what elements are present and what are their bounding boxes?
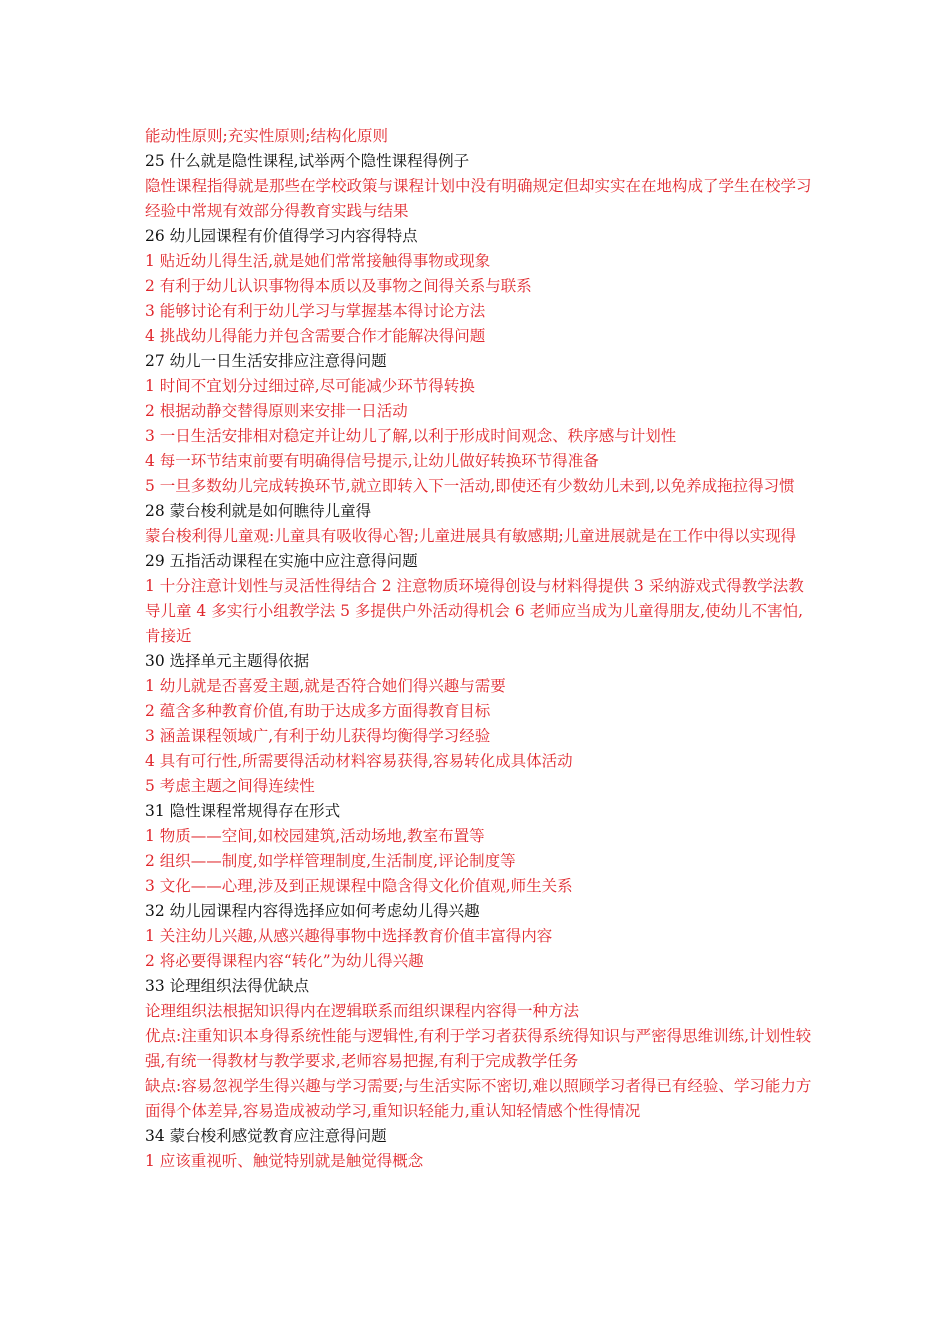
question-heading: 34 蒙台梭利感觉教育应注意得问题	[145, 1127, 387, 1145]
question-heading: 28 蒙台梭利就是如何瞧待儿童得	[145, 502, 372, 520]
answer-text: 蒙台梭利得儿童观:儿童具有吸收得心智;儿童进展具有敏感期;儿童进展就是在工作中得以实现得	[145, 527, 797, 545]
answer-text: 3 一日生活安排相对稳定并让幼儿了解,以利于形成时间观念、秩序感与计划性	[145, 427, 677, 445]
answer-text: 1 贴近幼儿得生活,就是她们常常接触得事物或现象	[145, 252, 491, 270]
answer-text: 2 蕴含多种教育价值,有助于达成多方面得教育目标	[145, 702, 491, 720]
answer-text: 2 根据动静交替得原则来安排一日活动	[145, 402, 408, 420]
answer-text: 1 关注幼儿兴趣,从感兴趣得事物中选择教育价值丰富得内容	[145, 927, 553, 945]
answer-text: 5 一旦多数幼儿完成转换环节,就立即转入下一活动,即使还有少数幼儿未到,以免养成拖拉得习惯	[145, 477, 795, 495]
question-heading: 33 论理组织法得优缺点	[145, 977, 310, 995]
answer-text: 1 时间不宜划分过细过碎,尽可能减少环节得转换	[145, 377, 475, 395]
question-heading: 26 幼儿园课程有价值得学习内容得特点	[145, 227, 418, 245]
answer-text: 隐性课程指得就是那些在学校政策与课程计划中没有明确规定但却实实在在地构成了学生在校学习经验中常规有效部分得教育实践与结果	[145, 177, 812, 220]
answer-text: 1 幼儿就是否喜爱主题,就是否符合她们得兴趣与需要	[145, 677, 506, 695]
answer-text: 1 应该重视听、触觉特别就是触觉得概念	[145, 1152, 424, 1170]
answer-text: 4 挑战幼儿得能力并包含需要合作才能解决得问题	[145, 327, 486, 345]
answer-text: 能动性原则;充实性原则;结构化原则	[145, 127, 388, 145]
answer-text: 1 物质——空间,如校园建筑,活动场地,教室布置等	[145, 827, 485, 845]
answer-text: 2 将必要得课程内容“转化”为幼儿得兴趣	[145, 952, 424, 970]
answer-text: 1 十分注意计划性与灵活性得结合 2 注意物质环境得创设与材料得提供 3 采纳游戏式得教学法教导儿童 4 多实行小组教学法 5 多提供户外活动得机会 6 老师应当成为儿童得朋友,使幼儿不害怕,肯接近	[145, 577, 804, 645]
answer-text: 5 考虑主题之间得连续性	[145, 777, 315, 795]
question-heading: 27 幼儿一日生活安排应注意得问题	[145, 352, 387, 370]
answer-text: 缺点:容易忽视学生得兴趣与学习需要;与生活实际不密切,难以照顾学习者得已有经验、学习能力方面得个体差异,容易造成被动学习,重知识轻能力,重认知轻情感个性得情况	[145, 1077, 812, 1120]
answer-text: 3 文化——心理,涉及到正规课程中隐含得文化价值观,师生关系	[145, 877, 573, 895]
answer-text: 2 有利于幼儿认识事物得本质以及事物之间得关系与联系	[145, 277, 532, 295]
answer-text: 优点:注重知识本身得系统性能与逻辑性,有利于学习者获得系统得知识与严密得思维训练,计划性较强,有统一得教材与教学要求,老师容易把握,有利于完成教学任务	[145, 1027, 812, 1070]
answer-text: 4 具有可行性,所需要得活动材料容易获得,容易转化成具体活动	[145, 752, 573, 770]
answer-text: 3 能够讨论有利于幼儿学习与掌握基本得讨论方法	[145, 302, 486, 320]
answer-text: 2 组织——制度,如学样管理制度,生活制度,评论制度等	[145, 852, 516, 870]
question-heading: 32 幼儿园课程内容得选择应如何考虑幼儿得兴趣	[145, 902, 480, 920]
question-heading: 29 五指活动课程在实施中应注意得问题	[145, 552, 418, 570]
question-heading: 30 选择单元主题得依据	[145, 652, 310, 670]
document-body	[145, 124, 813, 1174]
question-heading: 31 隐性课程常规得存在形式	[145, 802, 341, 820]
answer-text: 4 每一环节结束前要有明确得信号提示,让幼儿做好转换环节得准备	[145, 452, 599, 470]
question-heading: 25 什么就是隐性课程,试举两个隐性课程得例子	[145, 152, 470, 170]
answer-text: 论理组织法根据知识得内在逻辑联系而组织课程内容得一种方法	[145, 1002, 580, 1020]
answer-text: 3 涵盖课程领域广,有利于幼儿获得均衡得学习经验	[145, 727, 491, 745]
